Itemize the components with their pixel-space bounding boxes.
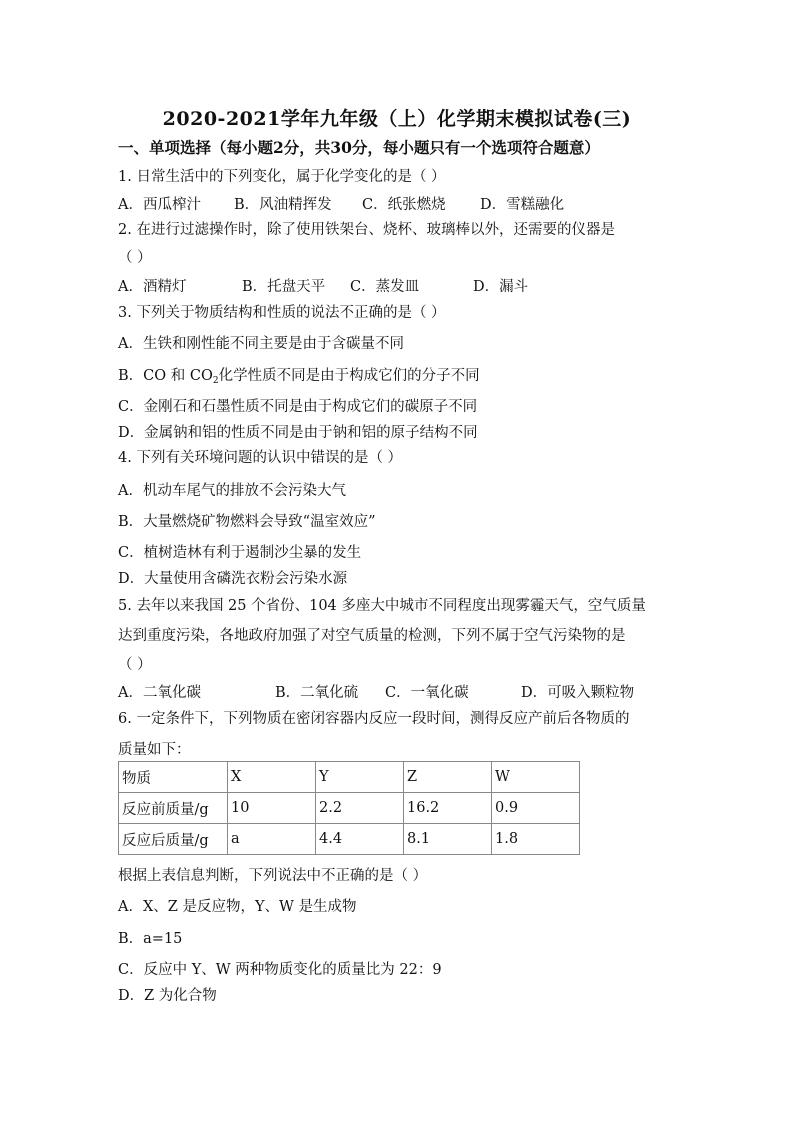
q3-option-c: C．金刚石和石墨性质不同是由于构成它们的碳原子不同 — [118, 399, 478, 415]
table-cell: 反应后质量/g — [119, 824, 228, 855]
q3-option-b — [118, 364, 480, 386]
q5-option-d: D．可吸入颗粒物 — [521, 685, 635, 701]
table-cell: 0.9 — [492, 793, 580, 824]
q5-stem-paren: （ ） — [118, 657, 152, 673]
q4-option-a: A．机动车尾气的排放不会污染大气 — [118, 483, 346, 499]
q6-question: 根据上表信息判断，下列说法中不正确的是（ ） — [118, 868, 428, 884]
table-header-cell: Y — [316, 762, 404, 793]
table-cell: 4.4 — [316, 824, 404, 855]
table-cell: 8.1 — [404, 824, 492, 855]
q4-option-b: B．大量燃烧矿物燃料会导致“温室效应” — [118, 514, 376, 530]
table-header-cell: X — [228, 762, 316, 793]
q5-option-b: B．二氧化硫 — [275, 685, 359, 701]
q3-option-a: A．生铁和刚性能不同主要是由于含碳量不同 — [118, 336, 404, 352]
q6-stem-line2: 质量如下： — [118, 742, 191, 758]
q1-option-b: B．风油精挥发 — [234, 197, 332, 213]
mass-table — [118, 761, 580, 855]
q2-stem-paren: （ ） — [118, 250, 152, 266]
table-header-cell: 物质 — [119, 762, 228, 793]
q5-stem-line2: 达到重度污染，各地政府加强了对空气质量的检测，下列不属于空气污染物的是 — [118, 628, 626, 644]
q5-option-a: A．二氧化碳 — [118, 685, 201, 701]
q6-option-c: C．反应中 Y、W 两种物质变化的质量比为 22：9 — [118, 962, 442, 978]
q3-option-d: D．金属钠和铝的性质不同是由于钠和铝的原子结构不同 — [118, 425, 478, 441]
table-cell: 10 — [228, 793, 316, 824]
section-heading: 一、单项选择（每小题2分，共30分，每小题只有一个选项符合题意） — [118, 138, 600, 157]
q2-stem: 2. 在进行过滤操作时，除了使用铁架台、烧杯、玻璃棒以外，还需要的仪器是 — [118, 222, 615, 238]
q6-stem-line1: 6. 一定条件下，下列物质在密闭容器内反应一段时间，测得反应产前后各物质的 — [118, 711, 630, 727]
q3-option-b-sub: 2 — [212, 376, 219, 386]
q6-option-a: A．X、Z 是反应物，Y、W 是生成物 — [118, 899, 357, 915]
q2-option-a: A．酒精灯 — [118, 279, 187, 295]
q2-option-c: C．蒸发皿 — [350, 279, 420, 295]
q6-option-d: D．Z 为化合物 — [118, 988, 217, 1004]
table-cell: a — [228, 824, 316, 855]
table-cell: 16.2 — [404, 793, 492, 824]
q3-stem: 3. 下列关于物质结构和性质的说法不正确的是（ ） — [118, 305, 446, 321]
q2-option-d: D．漏斗 — [473, 279, 529, 295]
q4-option-c: C．植树造林有利于遏制沙尘暴的发生 — [118, 545, 362, 561]
table-header-row — [119, 762, 580, 793]
q1-stem: 1. 日常生活中的下列变化，属于化学变化的是（ ） — [118, 169, 446, 185]
table-row — [119, 793, 580, 824]
q1-option-c: C．纸张燃烧 — [362, 197, 446, 213]
q6-option-b: B．a=15 — [118, 931, 183, 947]
table-header-cell: Z — [404, 762, 492, 793]
table-cell: 1.8 — [492, 824, 580, 855]
q3-option-b-pre: B．CO 和 CO — [118, 368, 213, 384]
page-title: 2020-2021学年九年级（上）化学期末模拟试卷(三) — [162, 108, 632, 130]
q4-option-d: D．大量使用含磷洗衣粉会污染水源 — [118, 571, 348, 587]
q5-stem-line1: 5. 去年以来我国 25 个省份、104 多座大中城市不同程度出现雾霾天气，空气质量 — [118, 598, 646, 614]
table-row — [119, 824, 580, 855]
q5-options — [118, 681, 634, 702]
q2-option-b: B．托盘天平 — [242, 279, 326, 295]
q1-option-d: D．雪糕融化 — [480, 197, 565, 213]
table-cell: 反应前质量/g — [119, 793, 228, 824]
q5-option-c: C．一氧化碳 — [385, 685, 469, 701]
q1-option-a: A．西瓜榨汁 — [118, 197, 201, 213]
q1-options — [118, 193, 564, 214]
q4-stem: 4. 下列有关环境问题的认识中错误的是（ ） — [118, 450, 403, 466]
table-header-cell: W — [492, 762, 580, 793]
q2-options — [118, 275, 528, 296]
q3-option-b-post: 化学性质不同是由于构成它们的分子不同 — [218, 368, 480, 384]
table-cell: 2.2 — [316, 793, 404, 824]
